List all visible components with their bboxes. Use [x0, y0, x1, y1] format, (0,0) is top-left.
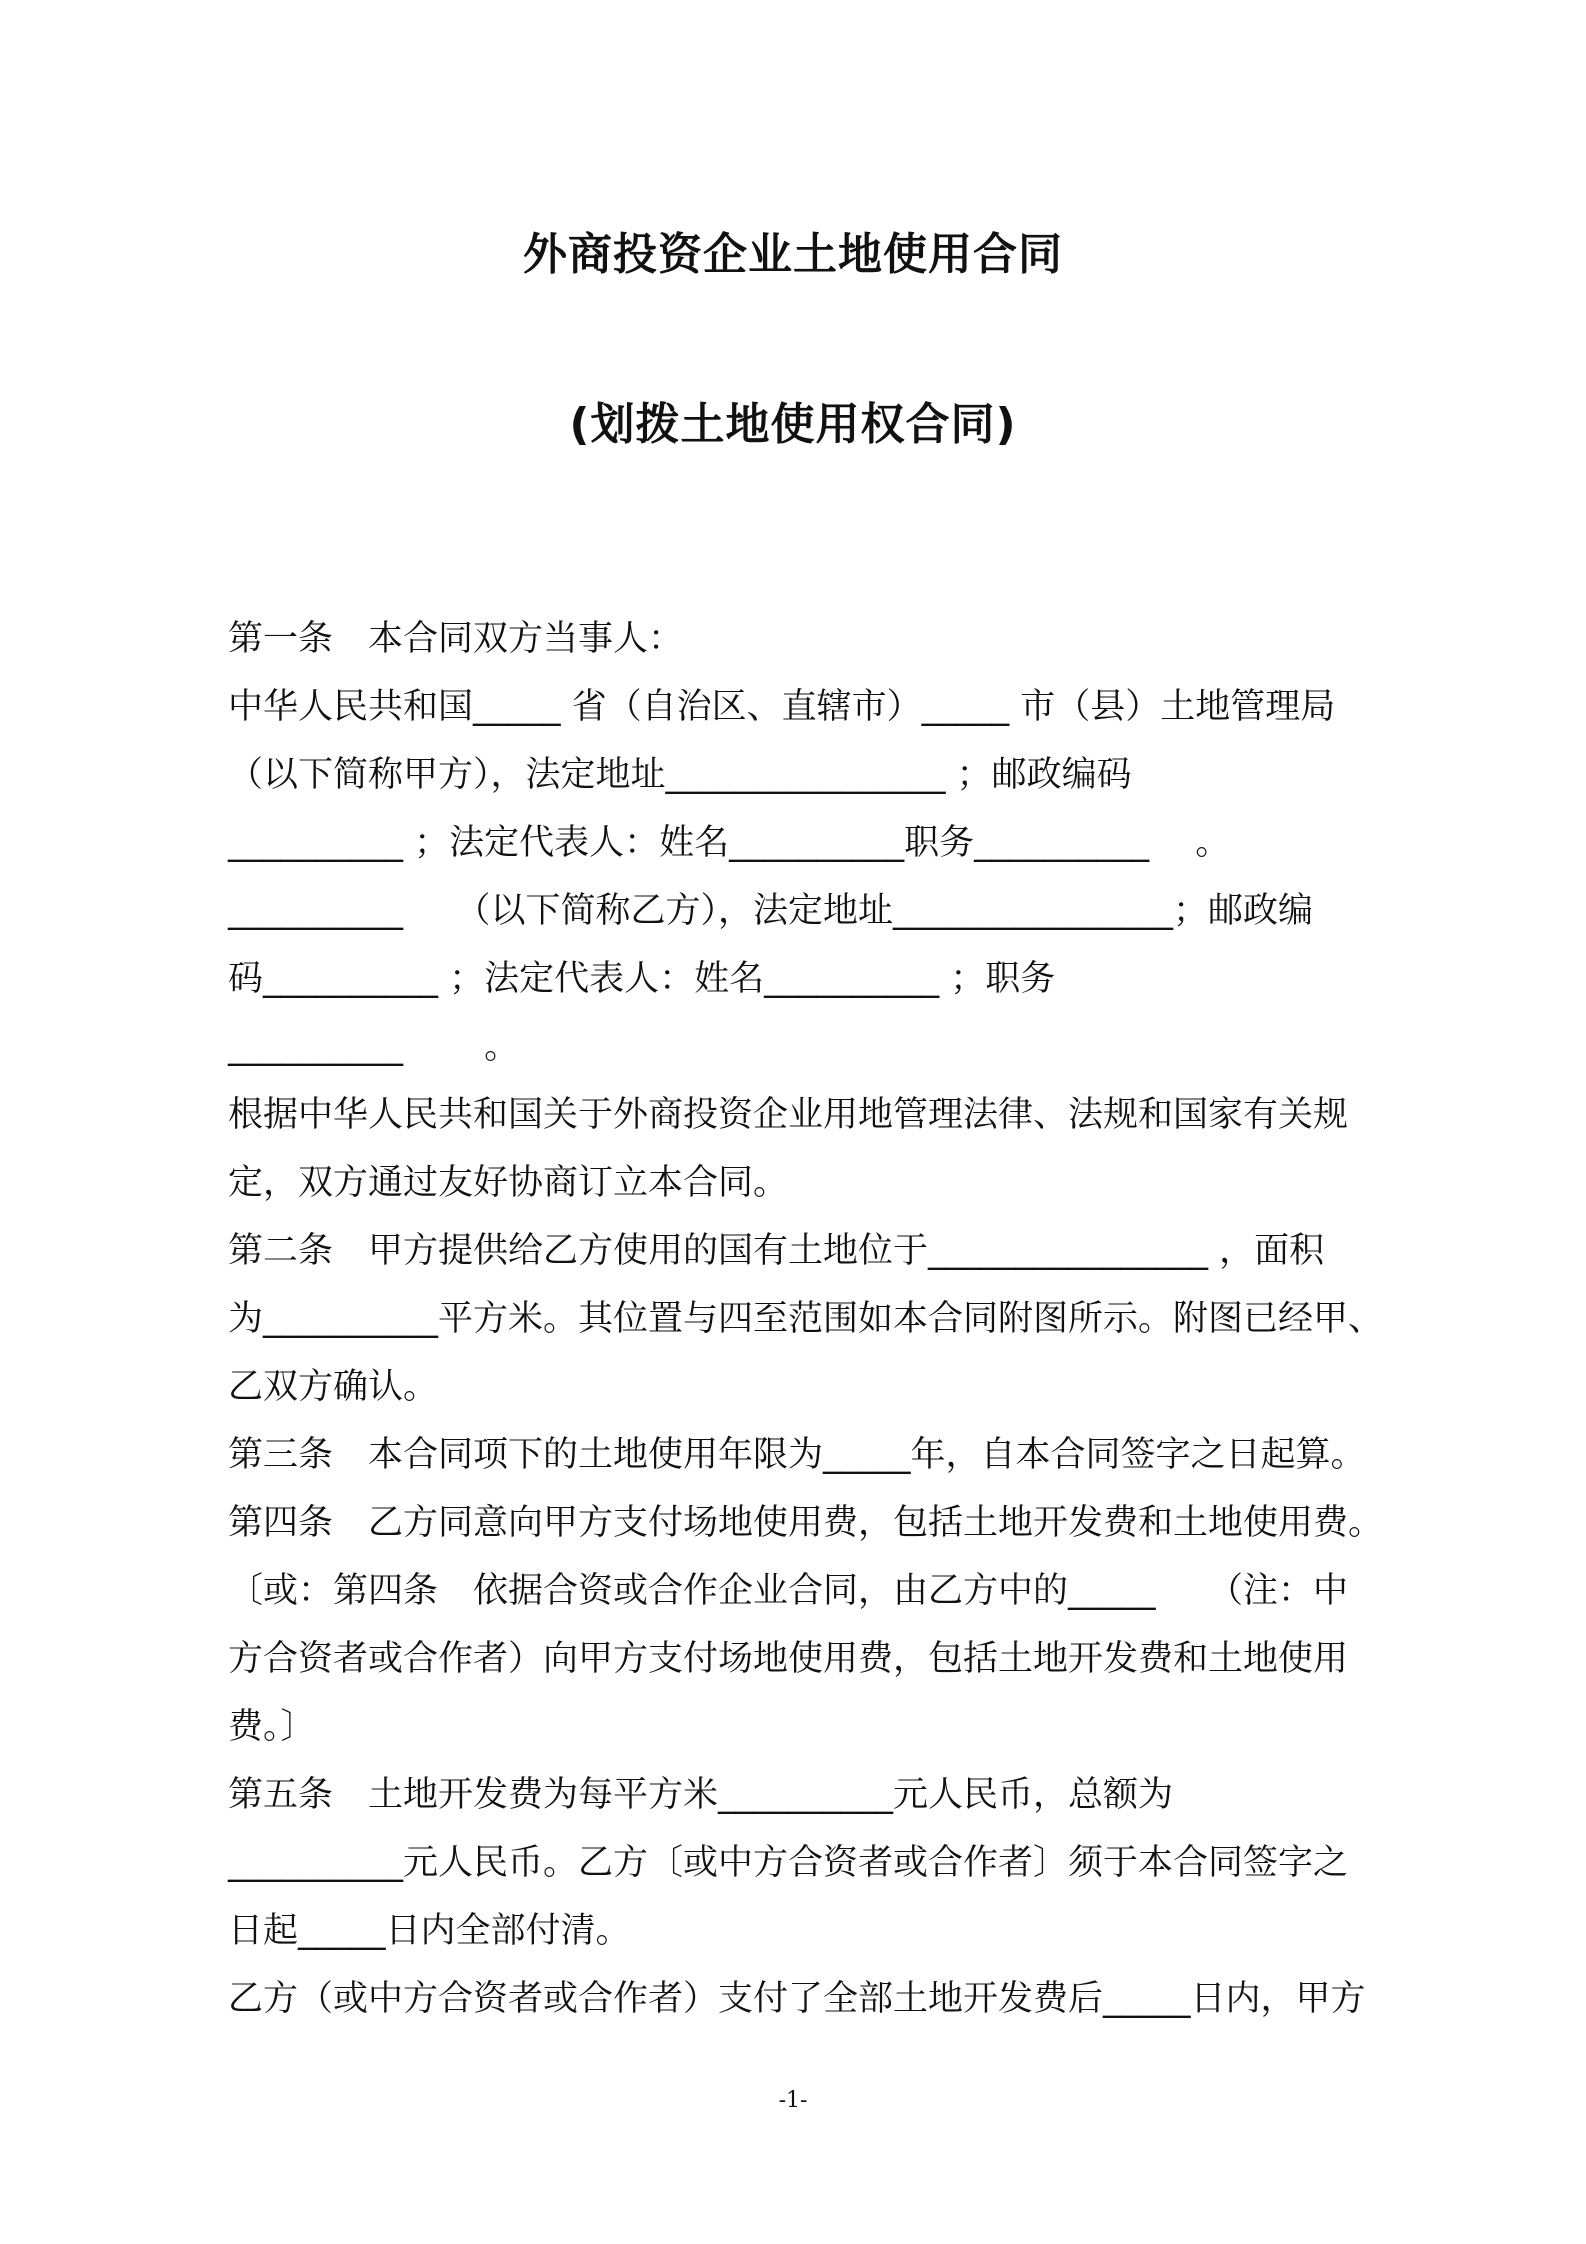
article-2-line-3: 乙双方确认。: [228, 1367, 439, 1407]
basis-line-1: 根据中华人民共和国关于外商投资企业用地管理法律、法规和国家有关规: [228, 1095, 1349, 1135]
article-5-line-4: 乙方（或中方合资者或合作者）支付了全部土地开发费后_____日内，甲方: [228, 1979, 1366, 2019]
article-4-alt-line-3: 费。〕: [228, 1707, 316, 1747]
article-2-line-1: 第二条 甲方提供给乙方使用的国有土地位于________________ ，面积: [228, 1231, 1325, 1271]
party-b-representative-line: 码__________ ；法定代表人：姓名__________ ；职务: [228, 959, 1056, 999]
contract-body: [228, 605, 1428, 2033]
article-3-line: 第三条 本合同项下的土地使用年限为_____年，自本合同签字之日起算。: [228, 1435, 1366, 1475]
party-b-position-line: __________ 。: [228, 1027, 520, 1067]
document-subtitle: (划拨土地使用权合同): [569, 399, 1017, 450]
party-a-representative-line: __________ ；法定代表人：姓名__________职务__________ 。: [228, 823, 1231, 863]
article-4-line: 第四条 乙方同意向甲方支付场地使用费，包括土地开发费和土地使用费。: [228, 1503, 1384, 1543]
document-title: 外商投资企业土地使用合同: [523, 229, 1063, 280]
party-a-line: 中华人民共和国_____ 省（自治区、直辖市）_____ 市（县）土地管理局: [228, 687, 1336, 727]
article-4-alt-line-2: 方合资者或合作者）向甲方支付场地使用费，包括土地开发费和土地使用: [228, 1639, 1349, 1679]
basis-line-2: 定，双方通过友好协商订立本合同。: [228, 1163, 789, 1203]
article-5-line-3: 日起_____日内全部付清。: [228, 1911, 631, 1951]
party-b-line: __________ （以下简称乙方），法定地址________________；邮政编: [228, 891, 1314, 931]
article-5-line-2: __________元人民币。乙方〔或中方合资者或合作者〕须于本合同签字之: [228, 1843, 1349, 1883]
article-5-line-1: 第五条 土地开发费为每平方米__________元人民币，总额为: [228, 1775, 1174, 1815]
page-number: -1-: [778, 2088, 808, 2113]
article-2-line-2: 为__________平方米。其位置与四至范围如本合同附图所示。附图已经甲、: [228, 1299, 1384, 1339]
article-1-heading: 第一条 本合同双方当事人：: [228, 619, 684, 659]
article-4-alt-line-1: 〔或：第四条 依据合资或合作企业合同，由乙方中的_____ （注：中: [228, 1571, 1349, 1611]
party-a-address-line: （以下简称甲方），法定地址________________ ；邮政编码: [228, 755, 1132, 795]
